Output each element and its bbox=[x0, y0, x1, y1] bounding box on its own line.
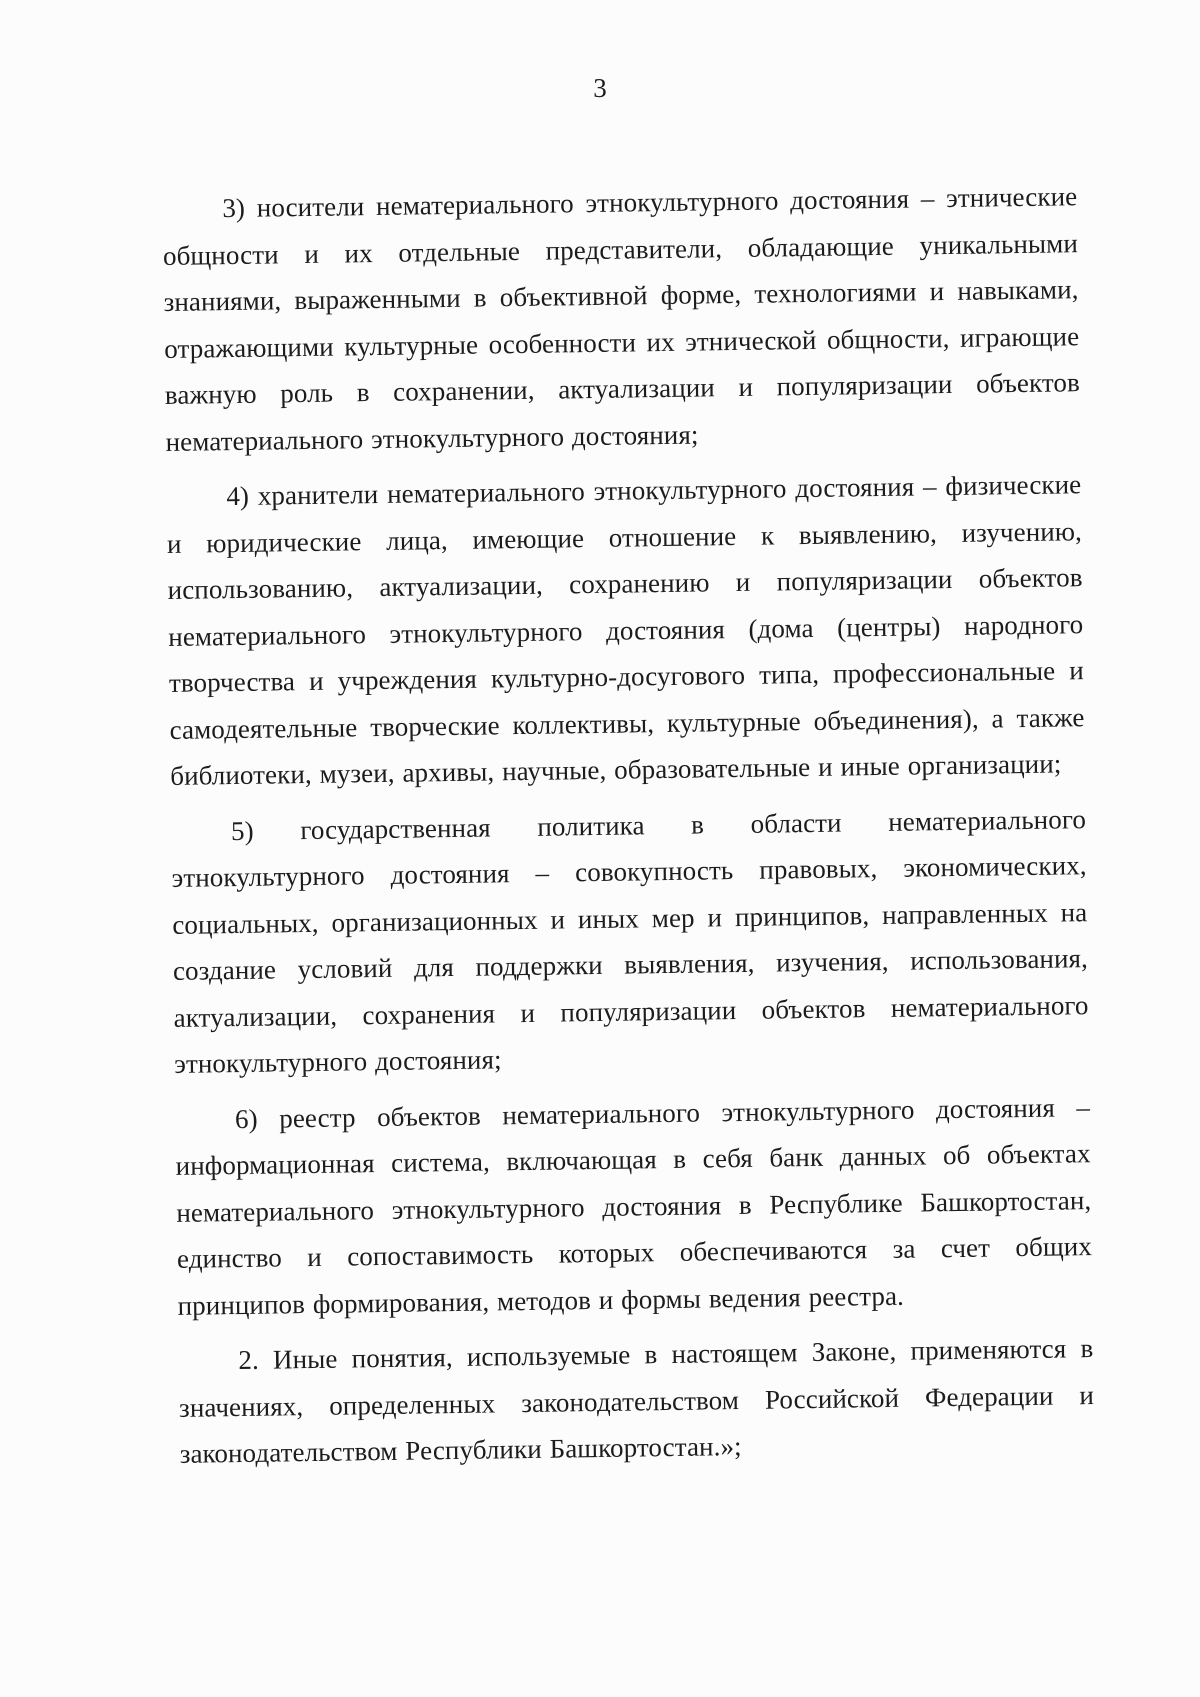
paragraph-definition-5 bbox=[171, 796, 1090, 1088]
paragraph-number: 2. bbox=[238, 1344, 260, 1376]
paragraph-text: государственная политика в области нематериального этнокультурного достояния – совокупность правовых, экономических, социальных, организационных и иных мер и принципов, направленных на создание условий для поддержки выявления, изучения, использования, актуализации, сохранения и популяризации объектов нематериального этнокультурного достояния; bbox=[171, 803, 1089, 1079]
paragraph-definition-4 bbox=[166, 461, 1085, 799]
paragraph-definition-6 bbox=[175, 1084, 1093, 1329]
paragraph-text: хранители нематериального этнокультурного достояния – физические и юридические лица, имеющие отношение к выявлению, изучению, использованию, актуализации, сохранению и популяризации объектов нематериального этнокультурного достояния (дома (центры) народного творчества и учреждения культурно-досугового типа, профессиональные и самодеятельные творческие коллективы, культурные объединения), а также библиотеки, музеи, архивы, научные, образовательные и иные организации; bbox=[166, 469, 1085, 791]
paragraph-definition-3 bbox=[162, 173, 1081, 465]
paragraph-number: 3) bbox=[222, 192, 246, 224]
paragraph-section-2 bbox=[178, 1325, 1095, 1477]
document-body bbox=[162, 173, 1095, 1477]
paragraph-number: 4) bbox=[226, 480, 250, 512]
paragraph-number: 6) bbox=[234, 1103, 258, 1134]
paragraph-text: носители нематериального этнокультурного достояния – этнические общности и их отдельные представители, обладающие уникальными знаниями, выраженными в объективной форме, технологиями и навыками, отражающими культурные особенности их этнической общности, играющие важную роль в сохранении, актуализации и популяризации объектов нематериального этнокультурного достояния; bbox=[162, 181, 1081, 457]
paragraph-text: реестр объектов нематериального этнокультурного достояния – информационная система, включающая в себя банк данных об объектах нематериального этнокультурного достояния в Республике Башкортостан, единство и сопоставимость которых обеспечиваются за счет общих принципов формирования, методов и формы ведения реестра. bbox=[175, 1091, 1093, 1321]
page-number: 3 bbox=[593, 73, 607, 103]
paragraph-text: Иные понятия, используемые в настоящем Законе, применяются в значениях, определенных законодательством Российской Федерации и законодательством Республики Башкортостан.»; bbox=[178, 1333, 1095, 1469]
paragraph-number: 5) bbox=[230, 815, 254, 846]
